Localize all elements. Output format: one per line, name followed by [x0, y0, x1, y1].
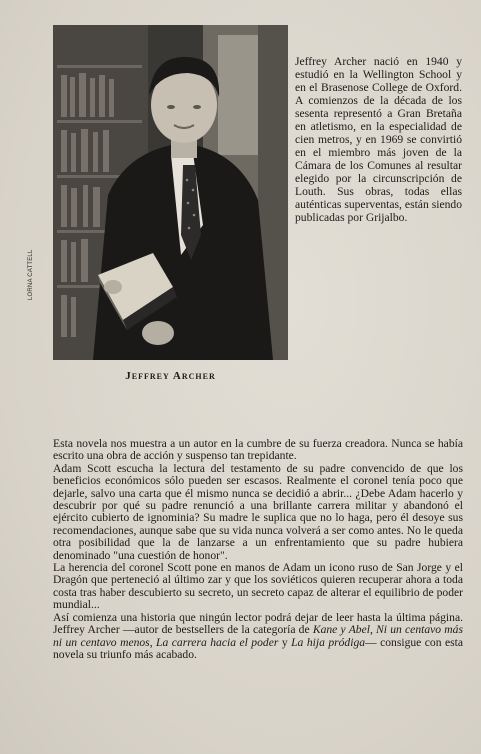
author-name-caption: Jeffrey Archer: [125, 370, 216, 382]
synopsis-paragraph: Esta novela nos muestra a un autor en la cumbre de su fuerza creadora. Nunca se había escrito una obra de acción y suspenso tan trepidante.: [53, 437, 463, 463]
book-title: La hija pródiga: [291, 635, 366, 649]
author-bio: [295, 55, 462, 224]
synopsis-paragraph: La herencia del coronel Scott pone en manos de Adam un icono ruso de San Jorge y el Dragón que perteneció al último zar y que los soviéticos quieren recuperar ahora a toda costa tras haber descubierto su secreto, un secreto capaz de alterar el equilibrio de poder mundial...: [53, 561, 463, 612]
synopsis-text: — consigue con esta novela su triunfo más acabado.: [53, 635, 464, 661]
book-synopsis: [53, 438, 463, 661]
author-photo: [53, 25, 288, 360]
book-titles: Kane y Abel, Ni un centavo más ni un centavo menos, La carrera hacia el poder: [53, 623, 463, 649]
photo-credit: LORNA CATTELL: [28, 249, 34, 300]
synopsis-text: Así comienza una historia que ningún lector podrá dejar de leer hasta la última página. Jeffrey Archer —autor de bestsellers de la categoría de: [53, 610, 463, 637]
author-bio-text: Jeffrey Archer nació en 1940 y estudió en la Wellington School y en el Brasenose College de Oxford. A comienzos de la década de los sesenta representó a Gran Bretaña en atletismo, en la especialidad de cien metros, y en 1969 se convirtió en el miembro más joven de la Cámara de los Comunes al resultar elegido por la circunscripción de Louth. Sus obras, todas ellas auténticas superventas, están siendo publicadas por Grijalbo.: [295, 55, 462, 224]
synopsis-text: y: [278, 635, 292, 649]
synopsis-paragraph: [53, 612, 463, 662]
synopsis-paragraph: Adam Scott escucha la lectura del testamento de su padre convencido de que los beneficios económicos sólo pueden ser escasos. Realmente el coronel tenía poco que dejarle, salvo una carta que él mismo nunca se decidió a abrir... ¿Debe Adam hacerlo y descubrir por qué su padre renunció a una brillante carrera militar y abandonó el ejército cubierto de ignominia? Su madre le suplica que no lo haga, pero él desoye sus recomendaciones, aunque sabe que su vida nunca volverá a ser como antes. No le queda otra posibilidad que la de lanzarse a un enfrentamiento que su padre hubiera denominado "una cuestión de honor".: [53, 461, 463, 562]
